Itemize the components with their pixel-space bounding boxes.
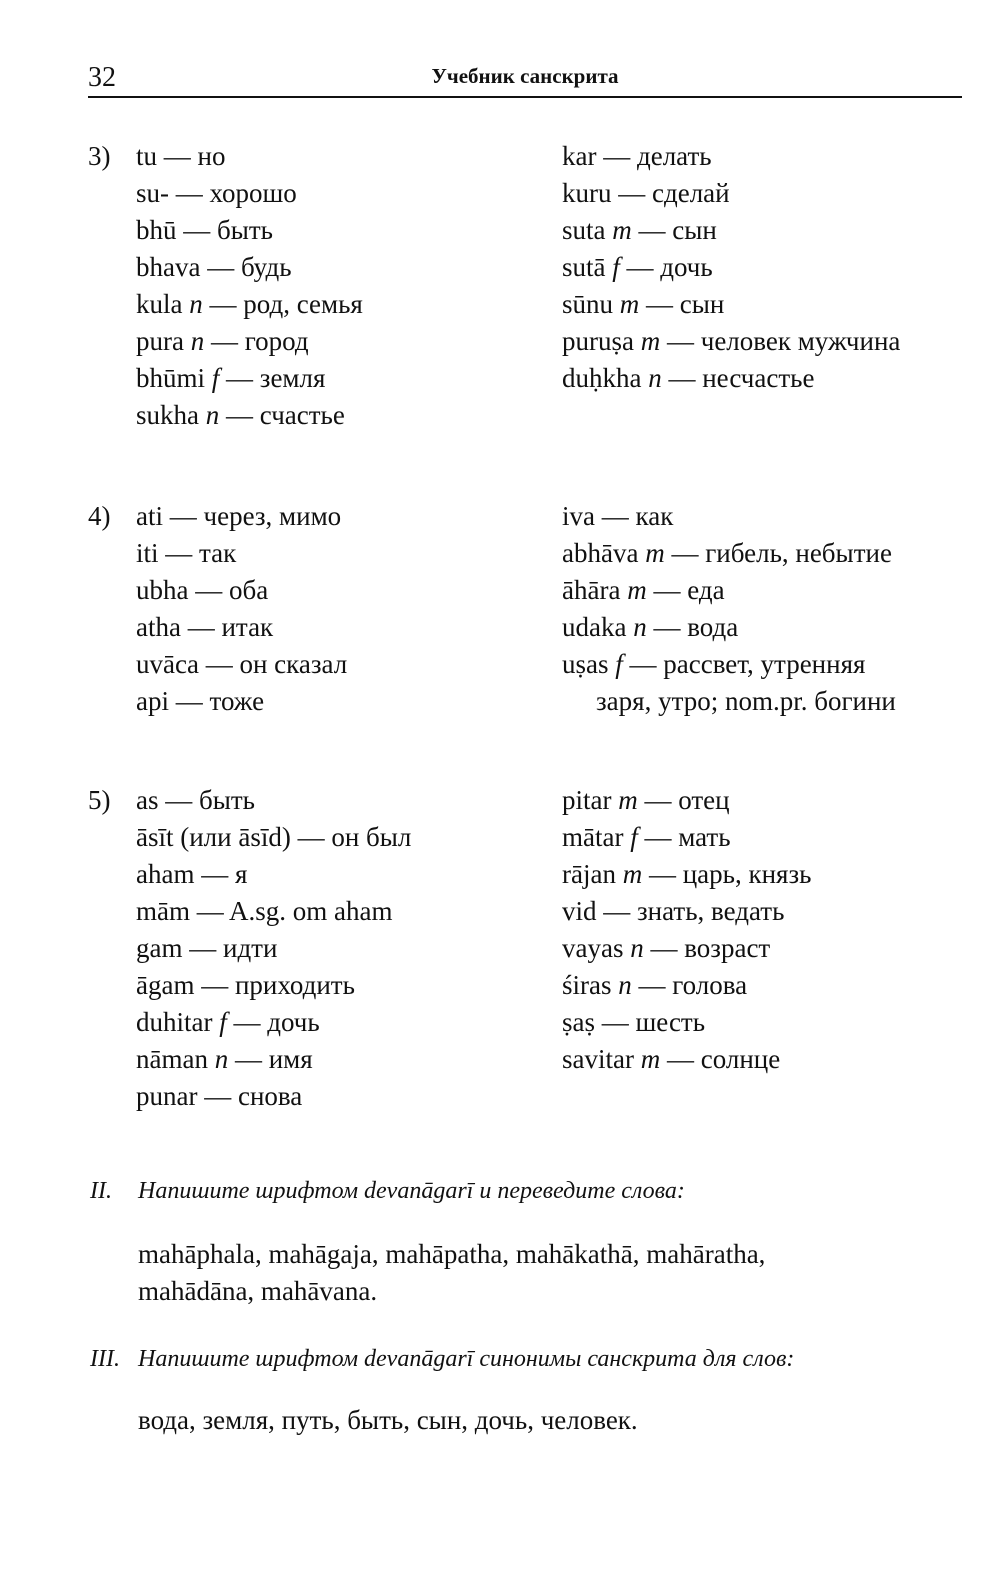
gender-marker: n (630, 933, 644, 963)
vocab-entry (562, 323, 900, 360)
gloss: — делать (603, 141, 712, 171)
gloss: — род, семья (209, 289, 363, 319)
vocab-column-right (562, 138, 900, 397)
vocab-entry (136, 1041, 411, 1078)
gloss: — A.sg. om aham (196, 896, 393, 926)
sanskrit-word: kula (136, 289, 183, 319)
vocab-entry (562, 856, 811, 893)
sanskrit-word: api (136, 686, 169, 716)
sanskrit-word: savitar (562, 1044, 634, 1074)
sanskrit-word: uvāca (136, 649, 199, 679)
vocab-column-left (136, 498, 347, 720)
sanskrit-word: uṣas (562, 649, 609, 679)
gender-marker: m (640, 326, 661, 356)
gloss: — человек мужчина (666, 326, 901, 356)
vocab-entry (136, 1078, 411, 1115)
gloss: — быть (165, 785, 255, 815)
vocab-entry (136, 175, 363, 212)
gender-marker: m (618, 785, 638, 815)
gloss: — солнце (666, 1044, 781, 1074)
gloss: — хорошо (175, 178, 297, 208)
vocab-entry (136, 572, 347, 609)
gloss: — будь (207, 252, 292, 282)
sanskrit-word: aham (136, 859, 195, 889)
sanskrit-word: śiras (562, 970, 612, 1000)
exercise-instruction: Напишите шрифтом devanāgarī синонимы санскрита для слов: (138, 1346, 795, 1372)
gloss: — но (163, 141, 226, 171)
gloss: — дочь (626, 252, 713, 282)
vocab-entry (562, 609, 896, 646)
sanskrit-word: vayas (562, 933, 624, 963)
sanskrit-word: puruṣa (562, 326, 634, 356)
sanskrit-word: mām (136, 896, 190, 926)
vocab-entry (136, 609, 347, 646)
gender-marker: n (189, 289, 203, 319)
sanskrit-word: bhū (136, 215, 177, 245)
exercise-line: mahādāna, mahāvana. (138, 1276, 378, 1306)
vocab-entry (562, 646, 896, 683)
exercise-instruction: Напишите шрифтом devanāgarī и переведите слова: (138, 1178, 685, 1204)
vocab-entry (562, 893, 811, 930)
vocab-entry (562, 212, 900, 249)
gloss: — возраст (650, 933, 771, 963)
gender-marker: m (622, 859, 643, 889)
sanskrit-word: bhūmi (136, 363, 206, 393)
exercise-body (138, 1236, 765, 1310)
gender-marker: m (640, 1044, 661, 1074)
gloss: — как (601, 501, 674, 531)
sanskrit-word: abhāva (562, 538, 639, 568)
vocab-entry (562, 249, 900, 286)
gloss: — царь, князь (648, 859, 812, 889)
sanskrit-word: iva (562, 501, 595, 531)
vocab-entry (562, 175, 900, 212)
vocab-entry (562, 572, 896, 609)
vocab-entry (136, 138, 363, 175)
sanskrit-word: duhitar (136, 1007, 213, 1037)
sanskrit-word: pura (136, 326, 184, 356)
vocab-entry (136, 967, 411, 1004)
sanskrit-word: sutā (562, 252, 606, 282)
exercise-line: mahāphala, mahāgaja, mahāpatha, mahākathā, mahāratha, (138, 1239, 766, 1269)
gloss: — сын (638, 215, 717, 245)
sanskrit-word: udaka (562, 612, 627, 642)
gender-marker: m (619, 289, 640, 319)
gloss: — еда (653, 575, 725, 605)
sanskrit-word: atha (136, 612, 181, 642)
sanskrit-word: āsīt (или āsīd) (136, 822, 291, 852)
gloss: — я (201, 859, 248, 889)
page-number: 32 (88, 62, 116, 93)
vocab-column-right (562, 498, 896, 720)
gloss: — знать, ведать (603, 896, 785, 926)
page-header (88, 58, 962, 98)
vocab-entry (136, 782, 411, 819)
sanskrit-word: as (136, 785, 159, 815)
gloss: — идти (189, 933, 278, 963)
sanskrit-word: sukha (136, 400, 199, 430)
sanskrit-word: rājan (562, 859, 616, 889)
section-number: 3) (88, 141, 111, 171)
gender-marker: f (630, 822, 638, 852)
gloss: — через, мимо (169, 501, 342, 531)
gloss: — счастье (226, 400, 345, 430)
gloss: — вода (653, 612, 739, 642)
vocab-entry (562, 819, 811, 856)
section-number: 4) (88, 501, 111, 531)
sanskrit-word: ṣaṣ (562, 1007, 595, 1037)
gloss: — сын (646, 289, 725, 319)
gloss: — имя (234, 1044, 313, 1074)
vocab-entry (562, 138, 900, 175)
vocab-entry (136, 498, 347, 535)
vocab-entry (136, 930, 411, 967)
gender-marker: n (190, 326, 205, 356)
gloss: — голова (638, 970, 748, 1000)
gloss: — тоже (175, 686, 265, 716)
header-rule (88, 96, 962, 98)
vocab-entry (562, 930, 811, 967)
vocab-entry (136, 249, 363, 286)
sanskrit-word: āhāra (562, 575, 621, 605)
sanskrit-word: pitar (562, 785, 612, 815)
vocab-entry (562, 1041, 811, 1078)
sanskrit-word: kuru (562, 178, 612, 208)
gloss: — шесть (601, 1007, 706, 1037)
gender-marker: n (633, 612, 647, 642)
vocab-entry (562, 535, 896, 572)
vocab-column-left (136, 782, 411, 1115)
exercise-heading (90, 1346, 794, 1373)
gloss: — быть (183, 215, 273, 245)
vocab-entry (136, 360, 363, 397)
vocab-entry (136, 323, 363, 360)
sanskrit-word: iti (136, 538, 159, 568)
vocab-entry (136, 819, 411, 856)
gender-marker: f (615, 649, 623, 679)
vocab-entry (136, 1004, 411, 1041)
sanskrit-word: suta (562, 215, 606, 245)
sanskrit-word: vid (562, 896, 597, 926)
gender-marker: n (648, 363, 662, 393)
sanskrit-word: āgam (136, 970, 195, 1000)
sanskrit-word: mātar (562, 822, 624, 852)
gender-marker: n (618, 970, 632, 1000)
gloss: — оба (195, 575, 269, 605)
vocab-entry (562, 498, 896, 535)
sanskrit-word: tu (136, 141, 158, 171)
exercise-body (138, 1402, 638, 1439)
vocab-entry (136, 397, 363, 434)
vocab-entry (562, 286, 900, 323)
vocab-entry (136, 212, 363, 249)
gloss: — несчастье (668, 363, 815, 393)
vocab-entry (562, 782, 811, 819)
gender-marker: f (211, 363, 220, 393)
gloss: — сделай (618, 178, 730, 208)
gender-marker: n (205, 400, 220, 430)
gloss: — земля (226, 363, 326, 393)
sanskrit-word: ati (136, 501, 163, 531)
vocab-entry (136, 535, 347, 572)
gloss: — итак (187, 612, 274, 642)
vocab-entry (136, 856, 411, 893)
gloss: — приходить (201, 970, 355, 1000)
gloss: — рассвет, утренняя (629, 649, 866, 679)
gloss: — город (210, 326, 309, 356)
vocab-entry (136, 286, 363, 323)
gloss: — он сказал (205, 649, 348, 679)
gloss: — дочь (233, 1007, 320, 1037)
vocab-column-left (136, 138, 363, 434)
vocab-entry (562, 360, 900, 397)
sanskrit-word: sūnu (562, 289, 614, 319)
gender-marker: m (645, 538, 665, 568)
gender-marker: m (612, 215, 632, 245)
vocab-column-right (562, 782, 811, 1078)
sanskrit-word: punar (136, 1081, 198, 1111)
sanskrit-word: duḥkha (562, 363, 642, 393)
vocab-entry (562, 1004, 811, 1041)
vocab-entry-continuation: заря, утро; nom.pr. богини (596, 686, 896, 716)
exercise-heading (90, 1178, 685, 1205)
gloss: — он был (297, 822, 412, 852)
sanskrit-word: su- (136, 178, 169, 208)
exercise-line: вода, земля, путь, быть, сын, дочь, человек. (138, 1405, 638, 1435)
vocab-entry (562, 967, 811, 1004)
gender-marker: f (612, 252, 620, 282)
gloss: — так (165, 538, 237, 568)
sanskrit-word: bhava (136, 252, 201, 282)
sanskrit-word: gam (136, 933, 183, 963)
sanskrit-word: nāman (136, 1044, 208, 1074)
gloss: — мать (644, 822, 731, 852)
gender-marker: f (219, 1007, 227, 1037)
vocab-entry (136, 646, 347, 683)
section-number: 5) (88, 785, 111, 815)
running-title: Учебник санскрита (431, 64, 619, 88)
vocab-entry (136, 893, 411, 930)
exercise-number: III. (90, 1346, 120, 1372)
gender-marker: n (214, 1044, 229, 1074)
sanskrit-word: ubha (136, 575, 189, 605)
sanskrit-word: kar (562, 141, 597, 171)
gloss: — гибель, небытие (671, 538, 892, 568)
gloss: — снова (204, 1081, 303, 1111)
gender-marker: m (627, 575, 647, 605)
gloss: — отец (644, 785, 730, 815)
vocab-entry (136, 683, 347, 720)
exercise-number: II. (90, 1178, 112, 1204)
